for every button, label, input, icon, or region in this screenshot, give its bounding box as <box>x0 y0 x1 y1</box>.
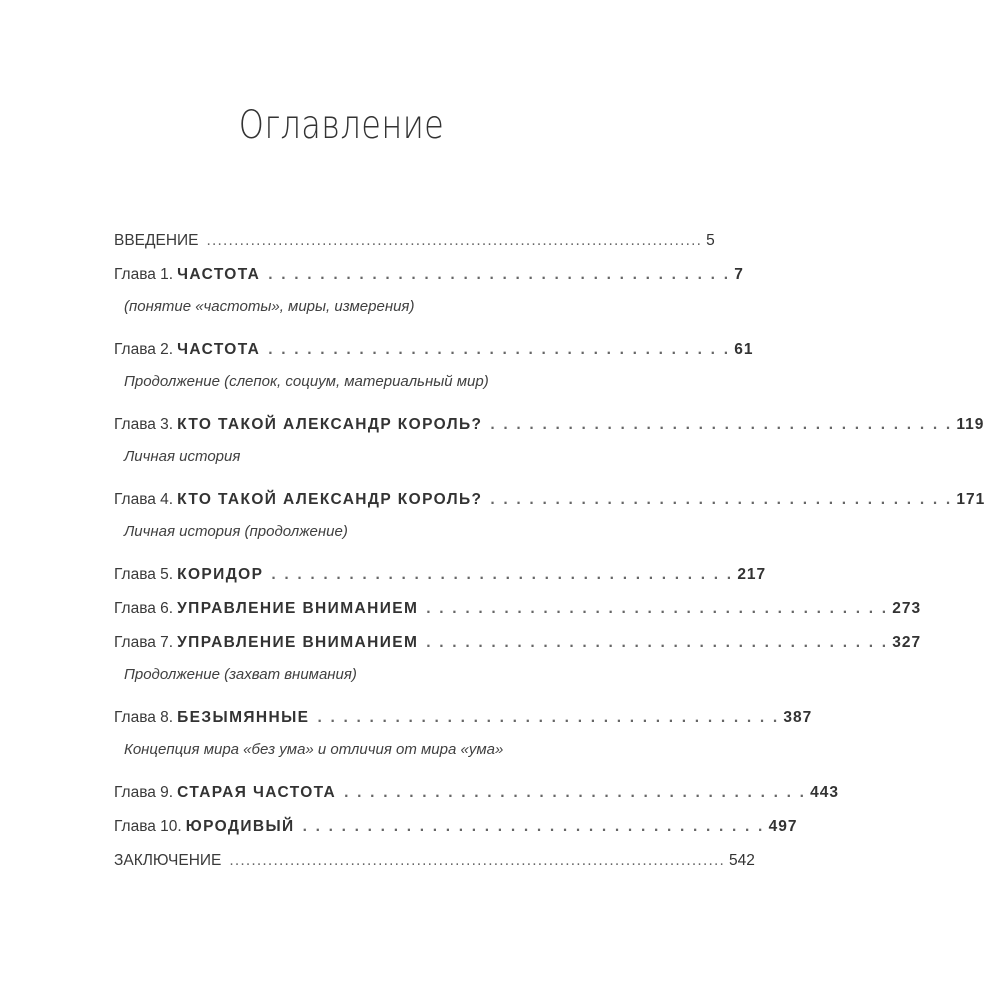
toc-entry-chapter-3[interactable] <box>114 408 985 476</box>
toc-entry-prefix: ЗАКЛЮЧЕНИЕ <box>114 852 222 869</box>
dot-leader: . . . . . . . . . . . . . . . . . . . . . . . . . . . . . . . . . . . . <box>426 634 889 651</box>
toc-page-number: 217 <box>737 566 767 583</box>
dot-leader: . . . . . . . . . . . . . . . . . . . . . . . . . . . . . . . . . . . . <box>490 416 953 433</box>
dot-leader: . . . . . . . . . . . . . . . . . . . . . . . . . . . . . . . . . . . . <box>268 266 731 283</box>
toc-entry-prefix: Глава 3. <box>114 416 174 433</box>
toc-chapter-subtitle: Концепция мира «без ума» и отличия от мира «ума» <box>124 741 504 758</box>
toc-entry-prefix: Глава 6. <box>114 600 174 617</box>
toc-chapter-name: КТО ТАКОЙ АЛЕКСАНДР КОРОЛЬ? <box>177 416 483 433</box>
toc-page-number: 171 <box>956 491 985 508</box>
dot-leader: .......................................................................................... <box>229 852 725 869</box>
toc-entry-chapter-1[interactable] <box>114 258 744 326</box>
toc-entry-chapter-10[interactable] <box>114 810 798 844</box>
toc-chapter-subtitle: Продолжение (слепок, социум, материальный мир) <box>124 373 489 390</box>
toc-chapter-name: УПРАВЛЕНИЕ ВНИМАНИЕМ <box>177 600 419 617</box>
toc-chapter-subtitle: Личная история (продолжение) <box>124 523 348 540</box>
toc-entry-prefix: Глава 1. <box>114 266 174 283</box>
toc-entry-chapter-9[interactable] <box>114 776 839 810</box>
toc-page-number: 387 <box>783 709 813 726</box>
toc-entry-prefix: Глава 2. <box>114 341 174 358</box>
toc-entry-prefix: ВВЕДЕНИЕ <box>114 232 199 249</box>
dot-leader: . . . . . . . . . . . . . . . . . . . . . . . . . . . . . . . . . . . . <box>344 784 807 801</box>
toc-entry-prefix: Глава 9. <box>114 784 174 801</box>
dot-leader: . . . . . . . . . . . . . . . . . . . . . . . . . . . . . . . . . . . . <box>490 491 953 508</box>
toc-row <box>114 844 755 878</box>
toc-entry-chapter-8[interactable] <box>114 701 813 769</box>
toc-row <box>114 776 839 810</box>
toc-chapter-name: КОРИДОР <box>177 566 264 583</box>
dot-leader: . . . . . . . . . . . . . . . . . . . . . . . . . . . . . . . . . . . . <box>268 341 731 358</box>
toc-page-number: 273 <box>892 600 922 617</box>
toc-page-number: 443 <box>810 784 839 801</box>
toc-page-number: 61 <box>734 341 754 358</box>
toc-chapter-name: КТО ТАКОЙ АЛЕКСАНДР КОРОЛЬ? <box>177 491 483 508</box>
toc-entry-chapter-4[interactable] <box>114 483 985 551</box>
toc-chapter-subtitle: Продолжение (захват внимания) <box>124 666 357 683</box>
dot-leader: . . . . . . . . . . . . . . . . . . . . . . . . . . . . . . . . . . . . <box>302 818 765 835</box>
toc-entry-prefix: Глава 8. <box>114 709 174 726</box>
toc-entry-prefix: Глава 5. <box>114 566 174 583</box>
toc-page-number: 119 <box>956 416 985 433</box>
toc-chapter-name: ЮРОДИВЫЙ <box>185 818 295 835</box>
dot-leader: .......................................................................................... <box>206 232 703 249</box>
toc-entry-chapter-6[interactable] <box>114 592 922 626</box>
toc-entry-prefix: Глава 4. <box>114 491 174 508</box>
toc-row <box>114 592 922 626</box>
toc-row <box>114 258 744 292</box>
dot-leader: . . . . . . . . . . . . . . . . . . . . . . . . . . . . . . . . . . . . <box>271 566 734 583</box>
toc-row <box>114 408 985 442</box>
toc-page-number: 7 <box>734 266 744 283</box>
toc-row <box>114 810 798 844</box>
toc-row <box>114 483 985 517</box>
toc-chapter-subtitle: Личная история <box>124 448 241 465</box>
toc-chapter-name: ЧАСТОТА <box>177 341 261 358</box>
toc-entry-chapter-5[interactable] <box>114 558 767 592</box>
toc-page-number: 327 <box>892 634 922 651</box>
toc-chapter-name: УПРАВЛЕНИЕ ВНИМАНИЕМ <box>177 634 419 651</box>
toc-entry-introduction[interactable] <box>114 224 715 258</box>
toc-entry-prefix: Глава 10. <box>114 818 182 835</box>
dot-leader: . . . . . . . . . . . . . . . . . . . . . . . . . . . . . . . . . . . . <box>317 709 780 726</box>
toc-entry-prefix: Глава 7. <box>114 634 174 651</box>
toc-row <box>114 701 813 735</box>
toc-row <box>114 224 715 258</box>
toc-page-number: 5 <box>706 232 715 249</box>
toc-row <box>114 333 754 367</box>
toc-row <box>114 558 767 592</box>
page-title: Оглавление <box>238 103 445 148</box>
toc-chapter-name: БЕЗЫМЯННЫЕ <box>177 709 310 726</box>
toc-chapter-subtitle: (понятие «частоты», миры, измерения) <box>124 298 415 315</box>
toc-entry-chapter-7[interactable] <box>114 626 922 694</box>
toc-page-number: 497 <box>768 818 798 835</box>
toc-entry-chapter-2[interactable] <box>114 333 754 401</box>
toc-entry-conclusion[interactable] <box>114 844 755 878</box>
dot-leader: . . . . . . . . . . . . . . . . . . . . . . . . . . . . . . . . . . . . <box>426 600 889 617</box>
table-of-contents <box>114 224 985 878</box>
toc-chapter-name: ЧАСТОТА <box>177 266 261 283</box>
toc-row <box>114 626 922 660</box>
toc-page-number: 542 <box>728 852 755 869</box>
toc-chapter-name: СТАРАЯ ЧАСТОТА <box>177 784 337 801</box>
